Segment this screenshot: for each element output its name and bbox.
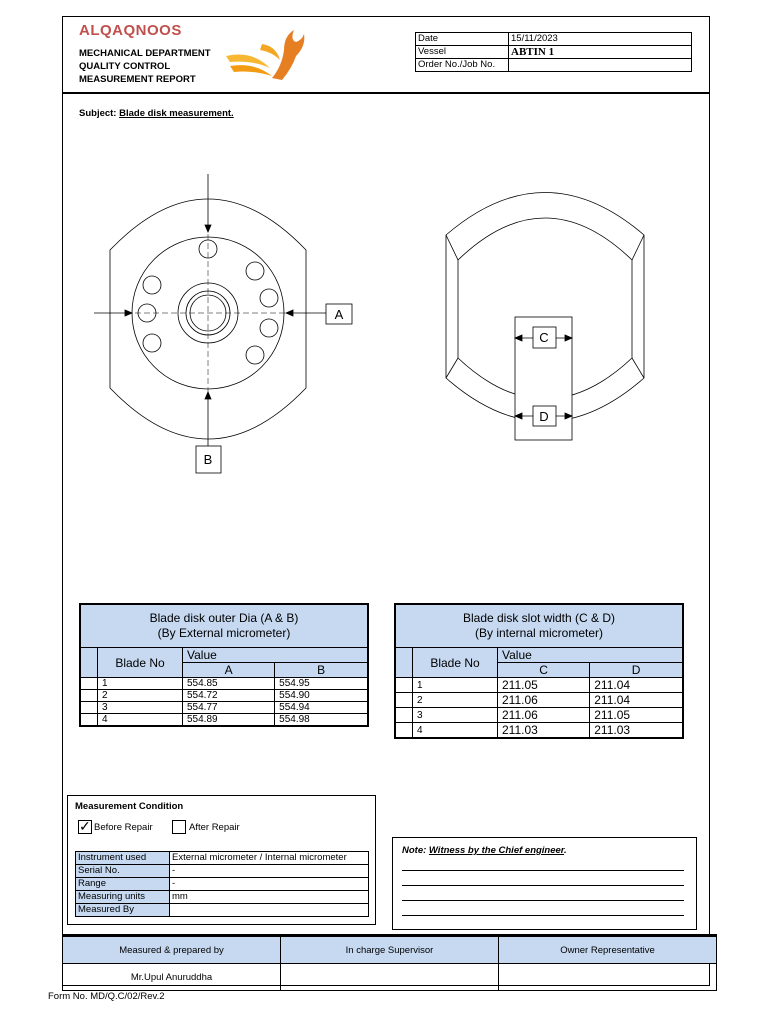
chamfer (446, 358, 458, 378)
checkmark-icon: ✓ (79, 818, 91, 834)
owner-rep-header: Owner Representative (499, 936, 717, 964)
blade-no: 1 (98, 678, 183, 690)
bolt-hole (260, 289, 278, 307)
form-number: Form No. MD/Q.C/02/Rev.2 (48, 991, 165, 1002)
slot-width-subtitle: (By internal micrometer) (474, 626, 604, 640)
subject-label: Subject: (79, 108, 117, 119)
col-b-header: B (275, 663, 368, 678)
subject-line (79, 108, 234, 119)
value-d: 211.04 (590, 693, 683, 708)
label-d: D (539, 409, 549, 424)
after-repair-label: After Repair (189, 822, 240, 833)
order-value (509, 59, 692, 72)
front-view (94, 174, 352, 473)
row-value: External micrometer / Internal micrometer (170, 852, 369, 865)
table-row (80, 678, 368, 690)
logo-wing (260, 44, 280, 60)
logo-wing (230, 65, 272, 76)
bolt-hole (143, 334, 161, 352)
dept-line: QUALITY CONTROL (79, 61, 171, 72)
row-label: Instrument used (76, 852, 170, 865)
note-line (402, 845, 567, 856)
table-row (76, 904, 369, 917)
col-c-header: C (498, 663, 590, 678)
table-row (80, 690, 368, 702)
spacer-cell (395, 648, 413, 678)
note-suffix: . (563, 845, 567, 856)
arrowhead (205, 225, 211, 232)
value-d: 211.05 (590, 708, 683, 723)
department-block (79, 47, 211, 86)
header-divider (62, 92, 710, 94)
bolt-hole (246, 346, 264, 364)
value-d: 211.03 (590, 723, 683, 739)
row-label: Range (76, 878, 170, 891)
blade-no: 2 (413, 693, 498, 708)
order-label: Order No./Job No. (416, 59, 509, 72)
chamfer (632, 235, 644, 260)
value-a: 554.72 (183, 690, 275, 702)
blade-disk-drawing (90, 170, 690, 480)
outer-dia-table (79, 603, 369, 727)
subject-text: Blade disk measurement. (119, 108, 234, 119)
note-rule (402, 885, 684, 886)
col-d-header: D (590, 663, 683, 678)
blade-no: 4 (98, 714, 183, 727)
note-rule (402, 915, 684, 916)
supervisor-header: In charge Supervisor (281, 936, 499, 964)
label-a: A (334, 307, 344, 322)
value-b: 554.98 (275, 714, 368, 727)
label-c: C (539, 330, 549, 345)
row-label: Measured By (76, 904, 170, 917)
blade-no-header: Blade No (98, 648, 183, 678)
row-value (170, 904, 369, 917)
blade-no: 3 (98, 702, 183, 714)
owner-rep-name (499, 964, 717, 991)
table-row (395, 693, 683, 708)
value-c: 211.06 (498, 708, 590, 723)
note-rule (402, 870, 684, 871)
instrument-table (75, 851, 369, 917)
value-b: 554.90 (275, 690, 368, 702)
table-row (80, 714, 368, 727)
row-label: Measuring units (76, 891, 170, 904)
table-row (76, 852, 369, 865)
company-name: ALQAQNOOS (79, 22, 182, 39)
measured-by-name: Mr.Upul Anuruddha (63, 964, 281, 991)
blade-no: 2 (98, 690, 183, 702)
before-repair-checkbox[interactable] (78, 820, 92, 834)
row-value: mm (170, 891, 369, 904)
value-b: 554.94 (275, 702, 368, 714)
blade-no: 1 (413, 678, 498, 693)
bolt-hole (246, 262, 264, 280)
value-b: 554.95 (275, 678, 368, 690)
table-row (395, 678, 683, 693)
table-row (80, 702, 368, 714)
info-table (415, 32, 692, 72)
vessel-value: ABTIN 1 (509, 46, 692, 59)
chamfer (446, 235, 458, 260)
blade-no-header: Blade No (413, 648, 498, 678)
date-value: 15/11/2023 (509, 33, 692, 46)
arrowhead (205, 392, 211, 399)
dept-line: MEASUREMENT REPORT (79, 74, 196, 85)
label-b: B (203, 452, 213, 467)
table-row (395, 723, 683, 739)
value-header: Value (183, 648, 369, 663)
table-row (76, 878, 369, 891)
phoenix-logo (222, 26, 308, 84)
outer-dia-title: Blade disk outer Dia (A & B) (149, 611, 299, 625)
value-c: 211.06 (498, 693, 590, 708)
value-header: Value (498, 648, 684, 663)
value-a: 554.89 (183, 714, 275, 727)
dept-line: MECHANICAL DEPARTMENT (79, 48, 211, 59)
measured-by-header: Measured & prepared by (63, 936, 281, 964)
outer-dia-subtitle: (By External micrometer) (157, 626, 291, 640)
table-row (76, 865, 369, 878)
after-repair-checkbox[interactable] (172, 820, 186, 834)
slot-width-header (395, 604, 683, 648)
slot-width-table (394, 603, 684, 739)
bolt-hole (143, 276, 161, 294)
before-repair-label: Before Repair (94, 822, 153, 833)
table-row (395, 708, 683, 723)
outer-dia-header (80, 604, 368, 648)
note-label: Note: (402, 845, 427, 856)
value-c: 211.03 (498, 723, 590, 739)
value-a: 554.85 (183, 678, 275, 690)
value-a: 554.77 (183, 702, 275, 714)
blade-no: 4 (413, 723, 498, 739)
measurement-condition-title: Measurement Condition (75, 801, 184, 812)
arrowhead (286, 310, 293, 316)
note-text: Witness by the Chief engineer (428, 845, 564, 856)
note-rule (402, 900, 684, 901)
arrowhead (125, 310, 132, 316)
date-label: Date (416, 33, 509, 46)
spacer-cell (80, 648, 98, 678)
signature-table (62, 934, 717, 991)
side-view (446, 193, 644, 441)
col-a-header: A (183, 663, 275, 678)
row-label: Serial No. (76, 865, 170, 878)
table-row (76, 891, 369, 904)
row-value: - (170, 865, 369, 878)
slot-width-title: Blade disk slot width (C & D) (462, 611, 616, 625)
supervisor-name (281, 964, 499, 991)
value-c: 211.05 (498, 678, 590, 693)
value-d: 211.04 (590, 678, 683, 693)
chamfer (632, 358, 644, 378)
vessel-label: Vessel (416, 46, 509, 59)
bolt-hole (260, 319, 278, 337)
blade-no: 3 (413, 708, 498, 723)
row-value: - (170, 878, 369, 891)
